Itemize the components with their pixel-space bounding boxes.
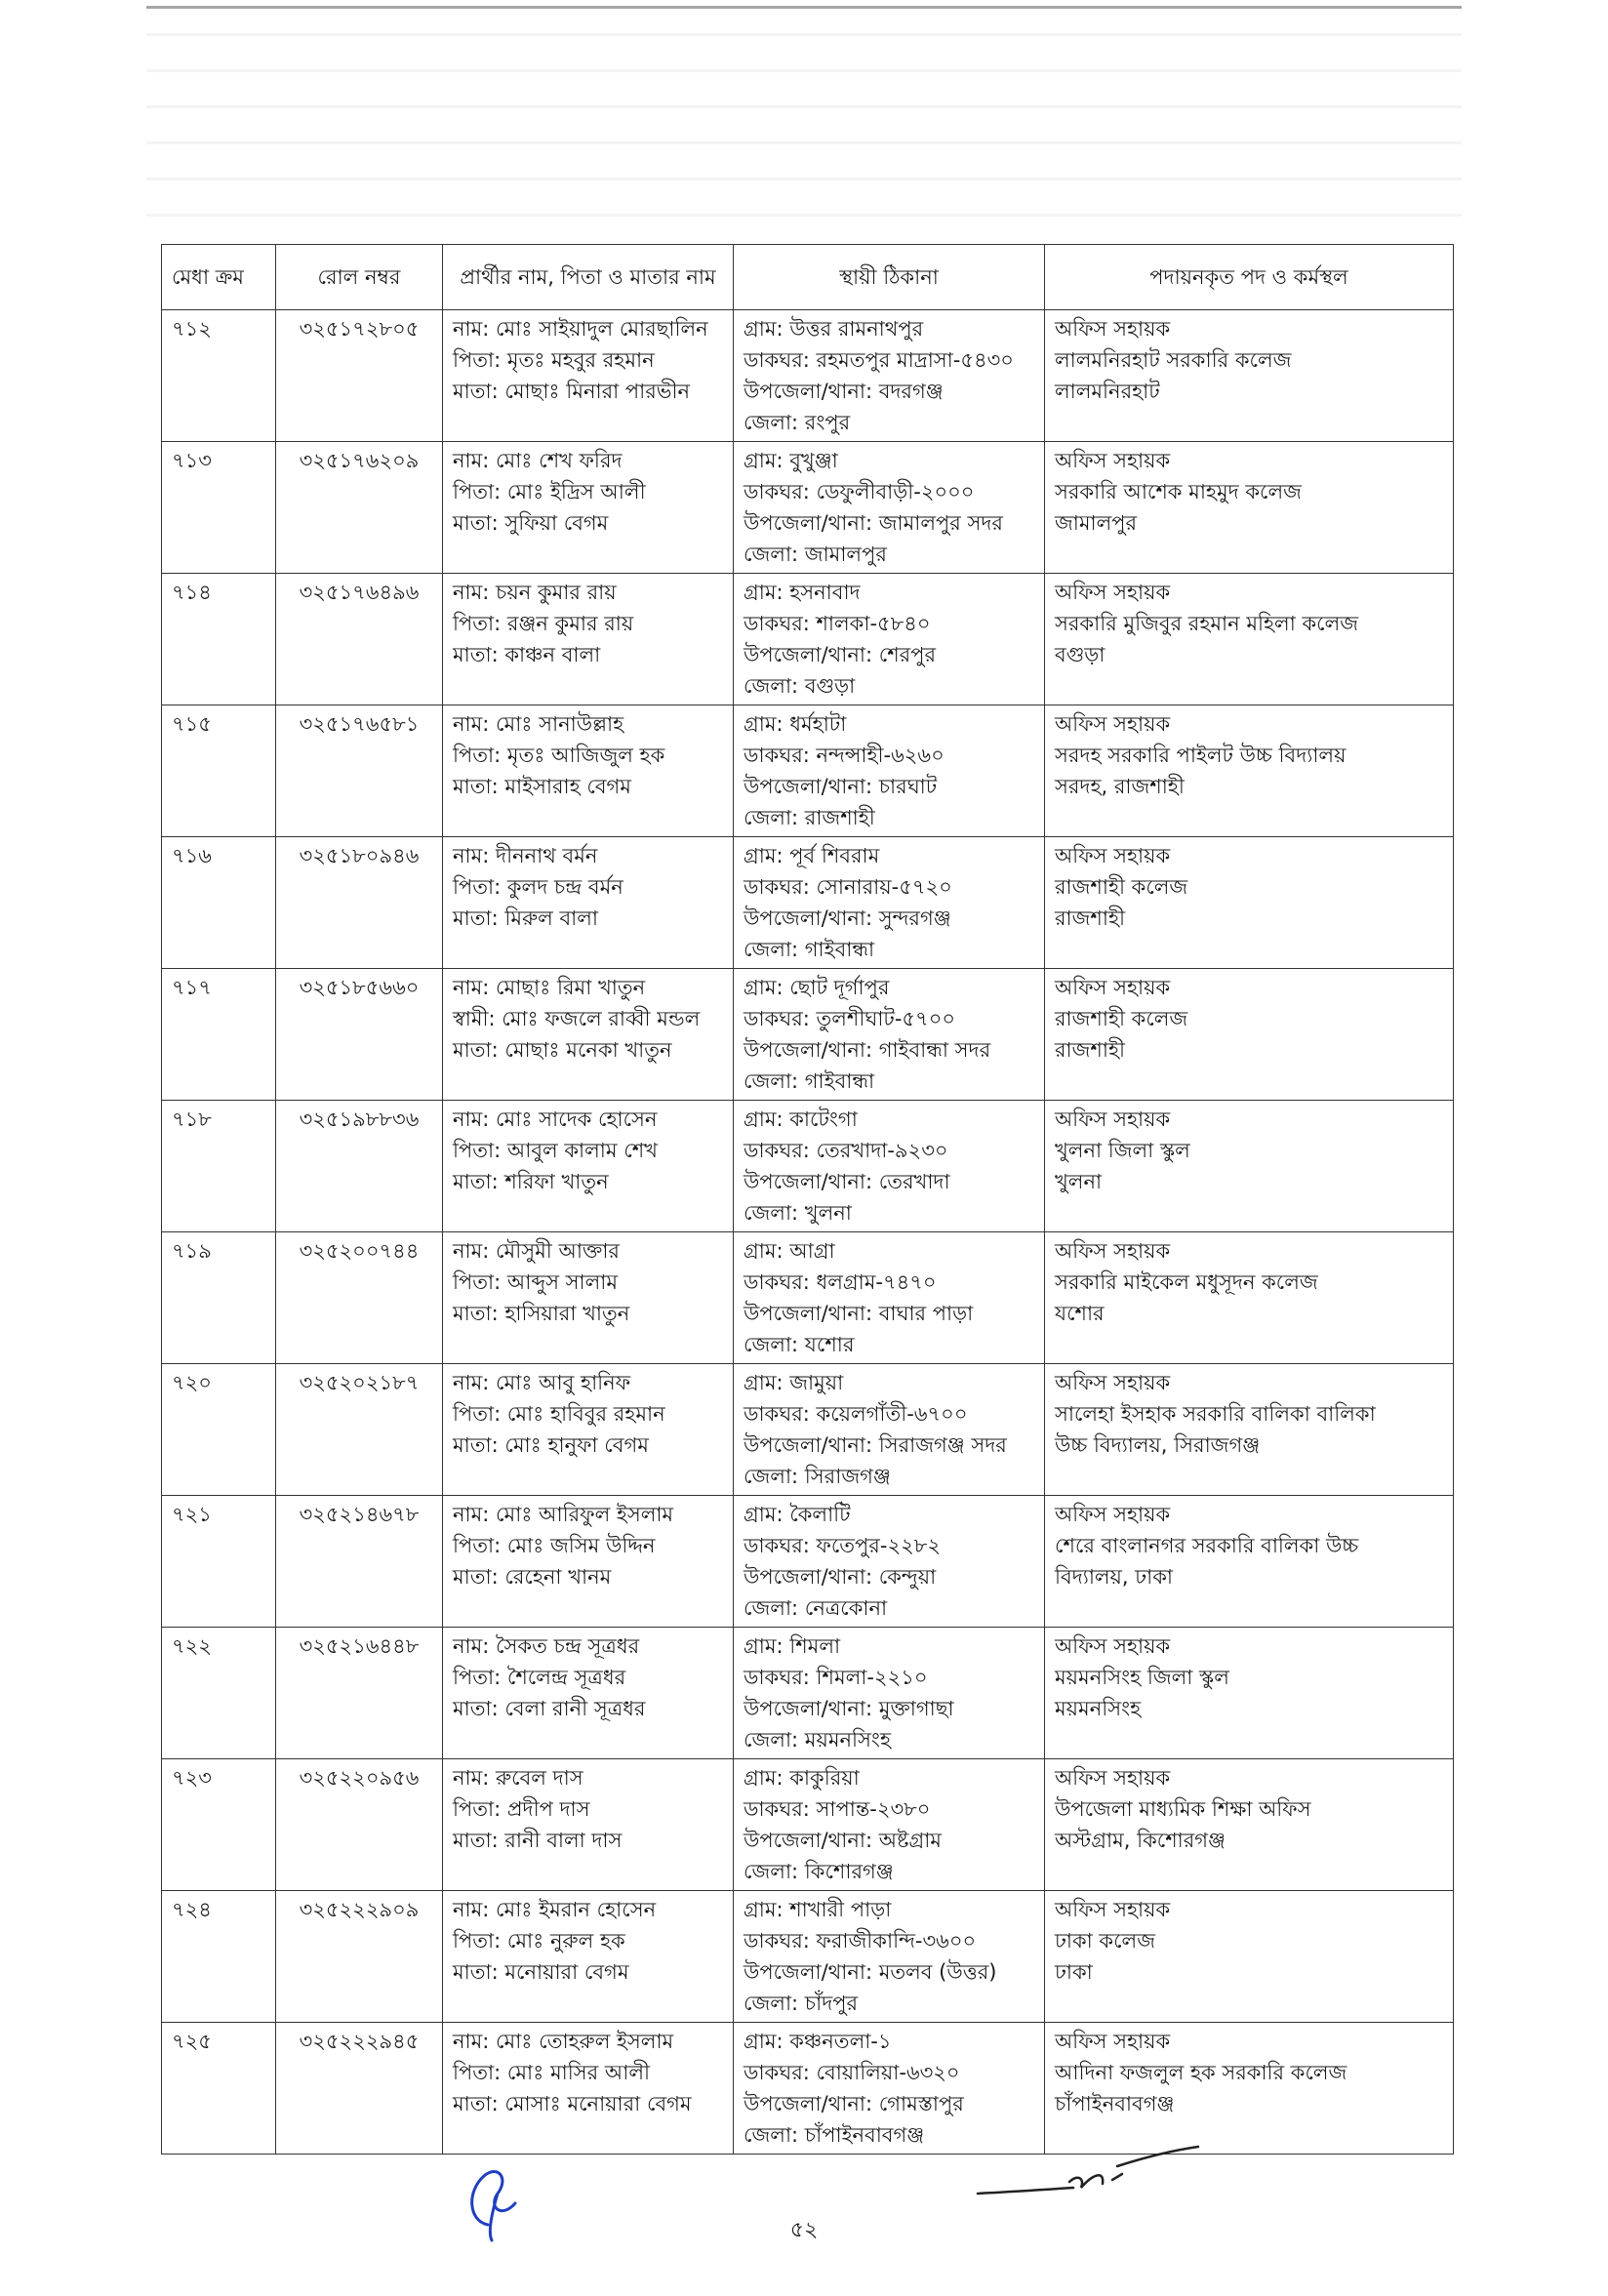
posting-line: অফিস সহায়ক — [1055, 1371, 1171, 1394]
address-line: ডাকঘর: সোনারায়-৫৭২০ — [744, 875, 952, 899]
address-line: গ্রাম: কাটেংগা — [744, 1108, 858, 1131]
address-line: জেলা: রংপুর — [744, 411, 851, 434]
candidate-name-cell — [443, 1628, 734, 1759]
posting-line: অফিস সহায়ক — [1055, 1898, 1171, 1921]
candidate-info-line: নাম: মোঃ সাইয়াদুল মোরছালিন — [453, 317, 708, 341]
candidate-name-cell — [443, 1364, 734, 1496]
address-line: উপজেলা/থানা: সুন্দরগঞ্জ — [744, 906, 951, 930]
address-line: জেলা: বগুড়া — [744, 674, 856, 698]
posting-line: সরকারি মুজিবুর রহমান মহিলা কলেজ — [1055, 612, 1359, 635]
address-line: ডাকঘর: নন্দন্সাহী-৬২৬০ — [744, 744, 945, 767]
address-line: ডাকঘর: তুলশীঘাট-৫৭০০ — [744, 1007, 956, 1030]
candidate-info-line: মাতা: রানী বালা দাস — [453, 1829, 623, 1852]
permanent-address-cell — [734, 705, 1045, 837]
posting-cell — [1045, 705, 1454, 837]
merit-serial-cell: ৭২৪ — [162, 1891, 276, 2023]
candidate-name-cell — [443, 1759, 734, 1891]
posting-line: ময়মনসিংহ জিলা স্কুল — [1055, 1666, 1229, 1689]
candidate-info-line: মাতা: মোঃ হানুফা বেগম — [453, 1433, 649, 1457]
candidate-name-cell — [443, 442, 734, 574]
posting-line: অফিস সহায়ক — [1055, 1503, 1171, 1526]
posting-line: অফিস সহায়ক — [1055, 844, 1171, 867]
posting-cell — [1045, 574, 1454, 705]
candidate-name-cell — [443, 1496, 734, 1628]
candidate-name-cell — [443, 1891, 734, 2023]
posting-line: রাজশাহী — [1055, 906, 1125, 930]
address-line: গ্রাম: উত্তর রামনাথপুর — [744, 317, 924, 341]
address-line: উপজেলা/থানা: মুক্তাগাছা — [744, 1697, 954, 1720]
permanent-address-cell — [734, 1628, 1045, 1759]
posting-line: লালমনিরহাট — [1055, 380, 1160, 403]
address-line: ডাকঘর: শিমলা-২২১০ — [744, 1666, 928, 1689]
roll-number-cell: ৩২৫১৮০৯৪৬ — [276, 837, 443, 969]
candidate-info-line: পিতা: মোঃ ইদ্রিস আলী — [453, 480, 646, 504]
top-edge-line — [146, 6, 1462, 9]
table-row — [162, 705, 1454, 837]
address-line: উপজেলা/থানা: শেরপুর — [744, 643, 937, 666]
permanent-address-cell — [734, 442, 1045, 574]
candidate-name-cell — [443, 1101, 734, 1232]
candidate-info-line: পিতা: মোঃ নুরুল হক — [453, 1929, 625, 1953]
posting-cell — [1045, 310, 1454, 442]
roll-number-cell: ৩২৫২২২৯০৯ — [276, 1891, 443, 2023]
posting-cell — [1045, 1101, 1454, 1232]
candidate-info-line: মাতা: মোসাঃ মনোয়ারা বেগম — [453, 2092, 692, 2115]
candidate-info-line: নাম: মোঃ আরিফুল ইসলাম — [453, 1503, 674, 1526]
address-line: উপজেলা/থানা: বদরগঞ্জ — [744, 380, 944, 403]
posting-line: খুলনা — [1055, 1170, 1103, 1193]
header-serial: মেধা ক্রম — [162, 245, 276, 310]
table-row — [162, 1628, 1454, 1759]
address-line: জেলা: খুলনা — [744, 1201, 852, 1225]
address-line: ডাকঘর: তেরখাদা-৯২৩০ — [744, 1139, 948, 1162]
address-line: ডাকঘর: কয়েলগাঁতী-৬৭০০ — [744, 1402, 968, 1426]
candidate-info-line: পিতা: মোঃ মাসির আলী — [453, 2061, 651, 2084]
address-line: ডাকঘর: রহমতপুর মাদ্রাসা-৫৪৩০ — [744, 348, 1014, 372]
address-line: জেলা: জামালপুর — [744, 543, 887, 566]
address-line: গ্রাম: ছোট দূর্গাপুর — [744, 976, 890, 999]
table-body — [162, 310, 1454, 2155]
merit-serial-cell: ৭১৪ — [162, 574, 276, 705]
candidate-info-line: পিতা: মৃতঃ মহবুর রহমান — [453, 348, 655, 372]
candidate-info-line: নাম: মোঃ আবু হানিফ — [453, 1371, 631, 1394]
header-row — [162, 245, 1454, 310]
posting-line: অফিস সহায়ক — [1055, 976, 1171, 999]
posting-line: অফিস সহায়ক — [1055, 581, 1171, 604]
candidate-name-cell — [443, 2023, 734, 2155]
candidate-info-line: মাতা: বেলা রানী সূত্রধর — [453, 1697, 646, 1720]
posting-line: লালমনিরহাট সরকারি কলেজ — [1055, 348, 1292, 372]
candidate-info-line: মাতা: মনোয়ারা বেগম — [453, 1960, 629, 1984]
posting-line: ঢাকা কলেজ — [1055, 1929, 1155, 1953]
posting-line: উপজেলা মাধ্যমিক শিক্ষা অফিস — [1055, 1797, 1311, 1821]
address-line: জেলা: চাঁপাইনবাবগঞ্জ — [744, 2123, 925, 2147]
posting-line: উচ্চ বিদ্যালয়, সিরাজগঞ্জ — [1055, 1433, 1261, 1457]
merit-serial-cell: ৭১৫ — [162, 705, 276, 837]
posting-line: অস্টগ্রাম, কিশোরগঞ্জ — [1055, 1829, 1226, 1852]
candidate-info-line: নাম: চয়ন কুমার রায় — [453, 581, 617, 604]
signature-right-icon — [976, 2145, 1200, 2213]
roll-number-cell: ৩২৫১৭৬৫৮১ — [276, 705, 443, 837]
permanent-address-cell — [734, 2023, 1045, 2155]
posting-line: অফিস সহায়ক — [1055, 449, 1171, 472]
table-row — [162, 1891, 1454, 2023]
posting-line: সরকারি আশেক মাহমুদ কলেজ — [1055, 480, 1302, 504]
address-line: গ্রাম: আগ্রা — [744, 1239, 835, 1263]
merit-serial-cell: ৭১৮ — [162, 1101, 276, 1232]
candidate-info-line: পিতা: আব্দুস সালাম — [453, 1270, 619, 1294]
candidate-info-line: নাম: মোঃ সানাউল্লাহ — [453, 712, 624, 736]
posting-cell — [1045, 1364, 1454, 1496]
candidate-info-line: নাম: মোঃ ইমরান হোসেন — [453, 1898, 657, 1921]
posting-line: রাজশাহী — [1055, 1038, 1125, 1062]
posting-line: আদিনা ফজলুল হক সরকারি কলেজ — [1055, 2061, 1347, 2084]
address-line: উপজেলা/থানা: জামালপুর সদর — [744, 511, 1003, 535]
candidate-info-line: মাতা: মোছাঃ মিনারা পারভীন — [453, 380, 690, 403]
address-line: গ্রাম: কৈলাটি — [744, 1503, 851, 1526]
address-line: উপজেলা/থানা: অষ্টগ্রাম — [744, 1829, 942, 1852]
address-line: জেলা: কিশোরগঞ্জ — [744, 1860, 894, 1883]
permanent-address-cell — [734, 1759, 1045, 1891]
posting-line: অফিস সহায়ক — [1055, 317, 1171, 341]
roll-number-cell: ৩২৫১৭২৮০৫ — [276, 310, 443, 442]
address-line: ডাকঘর: বোয়ালিয়া-৬৩২০ — [744, 2061, 960, 2084]
address-line: জেলা: গাইবান্ধা — [744, 938, 875, 961]
roll-number-cell: ৩২৫২০২১৮৭ — [276, 1364, 443, 1496]
candidate-info-line: পিতা: প্রদীপ দাস — [453, 1797, 590, 1821]
posting-cell — [1045, 1628, 1454, 1759]
address-line: গ্রাম: শাখারী পাড়া — [744, 1898, 892, 1921]
merit-serial-cell: ৭১৯ — [162, 1232, 276, 1364]
candidate-info-line: পিতা: কুলদ চন্দ্র বর্মন — [453, 875, 623, 899]
address-line: গ্রাম: ধর্মহাটা — [744, 712, 847, 736]
permanent-address-cell — [734, 1364, 1045, 1496]
address-line: উপজেলা/থানা: কেন্দুয়া — [744, 1565, 937, 1589]
candidate-name-cell — [443, 837, 734, 969]
address-line: উপজেলা/থানা: সিরাজগঞ্জ সদর — [744, 1433, 1007, 1457]
address-line: উপজেলা/থানা: গোমস্তাপুর — [744, 2092, 964, 2115]
header-posting: পদায়নকৃত পদ ও কর্মস্থল — [1045, 245, 1454, 310]
candidate-info-line: মাতা: রেহেনা খানম — [453, 1565, 612, 1589]
table-row — [162, 442, 1454, 574]
roll-number-cell: ৩২৫২১৬৪৪৮ — [276, 1628, 443, 1759]
candidate-info-line: মাতা: মাইসারাহ বেগম — [453, 775, 631, 798]
posting-line: রাজশাহী কলেজ — [1055, 875, 1188, 899]
roll-number-cell: ৩২৫২০০৭৪৪ — [276, 1232, 443, 1364]
address-line: গ্রাম: বুখুঞ্জা — [744, 449, 838, 472]
candidate-info-line: মাতা: মিরুল বালা — [453, 906, 598, 930]
permanent-address-cell — [734, 1101, 1045, 1232]
posting-line: অফিস সহায়ক — [1055, 1766, 1171, 1790]
roll-number-cell: ৩২৫২২০৯৫৬ — [276, 1759, 443, 1891]
address-line: ডাকঘর: সাপান্ত-২৩৮০ — [744, 1797, 931, 1821]
merit-serial-cell: ৭২২ — [162, 1628, 276, 1759]
merit-serial-cell: ৭২১ — [162, 1496, 276, 1628]
candidate-info-line: মাতা: কাঞ্চন বালা — [453, 643, 601, 666]
address-line: জেলা: চাঁদপুর — [744, 1992, 859, 2015]
posting-line: সালেহা ইসহাক সরকারি বালিকা বালিকা — [1055, 1402, 1376, 1426]
candidate-info-line: নাম: মোঃ শেখ ফরিদ — [453, 449, 623, 472]
posting-line: ময়মনসিংহ — [1055, 1697, 1142, 1720]
posting-cell — [1045, 442, 1454, 574]
merit-serial-cell: ৭১৭ — [162, 969, 276, 1101]
posting-line: অফিস সহায়ক — [1055, 1634, 1171, 1658]
address-line: গ্রাম: শিমলা — [744, 1634, 841, 1658]
address-line: উপজেলা/থানা: বাঘার পাড়া — [744, 1302, 974, 1325]
address-line: উপজেলা/থানা: গাইবান্ধা সদর — [744, 1038, 991, 1062]
address-line: জেলা: গাইবান্ধা — [744, 1069, 875, 1093]
candidate-info-line: পিতা: শৈলেন্দ্র সূত্রধর — [453, 1666, 626, 1689]
merit-serial-cell: ৭২৫ — [162, 2023, 276, 2155]
table-row — [162, 1364, 1454, 1496]
candidate-info-line: নাম: মোঃ সাদেক হোসেন — [453, 1108, 658, 1131]
candidate-info-line: পিতা: মোঃ হাবিবুর রহমান — [453, 1402, 665, 1426]
candidate-table — [161, 244, 1454, 2155]
bleed-through-background — [146, 0, 1462, 234]
candidate-info-line: স্বামী: মোঃ ফজলে রাব্বী মন্ডল — [453, 1007, 701, 1030]
address-line: জেলা: যশোর — [744, 1333, 855, 1356]
address-line: উপজেলা/থানা: চারঘাট — [744, 775, 938, 798]
address-line: ডাকঘর: ফরাজীকান্দি-৩৬০০ — [744, 1929, 977, 1953]
table-row — [162, 1496, 1454, 1628]
posting-cell — [1045, 1891, 1454, 2023]
candidate-info-line: নাম: দীননাথ বর্মন — [453, 844, 598, 867]
header-roll: রোল নম্বর — [276, 245, 443, 310]
address-line: উপজেলা/থানা: মতলব (উত্তর) — [744, 1960, 997, 1984]
candidate-info-line: নাম: মোছাঃ রিমা খাতুন — [453, 976, 646, 999]
posting-line: খুলনা জিলা স্কুল — [1055, 1139, 1190, 1162]
posting-cell — [1045, 2023, 1454, 2155]
posting-line: যশোর — [1055, 1302, 1105, 1325]
roll-number-cell: ৩২৫২১৪৬৭৮ — [276, 1496, 443, 1628]
address-line: গ্রাম: হসনাবাদ — [744, 581, 861, 604]
permanent-address-cell — [734, 969, 1045, 1101]
posting-cell — [1045, 969, 1454, 1101]
posting-line: চাঁপাইনবাবগঞ্জ — [1055, 2092, 1175, 2115]
posting-line: অফিস সহায়ক — [1055, 1108, 1171, 1131]
candidate-name-cell — [443, 310, 734, 442]
address-line: ডাকঘর: ফতেপুর-২২৮২ — [744, 1534, 942, 1557]
permanent-address-cell — [734, 837, 1045, 969]
posting-line: সরদহ, রাজশাহী — [1055, 775, 1185, 798]
permanent-address-cell — [734, 310, 1045, 442]
posting-line: সরকারি মাইকেল মধুসূদন কলেজ — [1055, 1270, 1318, 1294]
table-row — [162, 969, 1454, 1101]
candidate-info-line: নাম: মোঃ তোহরুল ইসলাম — [453, 2030, 674, 2053]
table-row — [162, 1101, 1454, 1232]
header-address: স্থায়ী ঠিকানা — [734, 245, 1045, 310]
permanent-address-cell — [734, 1891, 1045, 2023]
posting-cell — [1045, 837, 1454, 969]
permanent-address-cell — [734, 574, 1045, 705]
address-line: গ্রাম: কাকুরিয়া — [744, 1766, 860, 1790]
posting-line: জামালপুর — [1055, 511, 1138, 535]
table-row — [162, 1232, 1454, 1364]
candidate-name-cell — [443, 1232, 734, 1364]
address-line: জেলা: ময়মনসিংহ — [744, 1728, 891, 1752]
candidate-name-cell — [443, 969, 734, 1101]
candidate-info-line: নাম: মৌসুমী আক্তার — [453, 1239, 620, 1263]
address-line: ডাকঘর: ডেফুলীবাড়ী-২০০০ — [744, 480, 975, 504]
merit-serial-cell: ৭১৩ — [162, 442, 276, 574]
posting-line: সরদহ সরকারি পাইলট উচ্চ বিদ্যালয় — [1055, 744, 1347, 767]
address-line: ডাকঘর: শালকা-৫৮৪০ — [744, 612, 931, 635]
candidate-info-line: পিতা: মৃতঃ আজিজুল হক — [453, 744, 665, 767]
address-line: গ্রাম: কঞ্চনতলা-১ — [744, 2030, 892, 2053]
candidate-name-cell — [443, 574, 734, 705]
candidate-info-line: মাতা: মোছাঃ মনেকা খাতুন — [453, 1038, 672, 1062]
address-line: জেলা: নেত্রকোনা — [744, 1596, 888, 1620]
address-line: জেলা: রাজশাহী — [744, 806, 875, 829]
candidate-info-line: মাতা: সুফিয়া বেগম — [453, 511, 609, 535]
roll-number-cell: ৩২৫১৮৫৬৬০ — [276, 969, 443, 1101]
posting-cell — [1045, 1759, 1454, 1891]
posting-line: শেরে বাংলানগর সরকারি বালিকা উচ্চ — [1055, 1534, 1359, 1557]
roll-number-cell: ৩২৫১৭৬৪৯৬ — [276, 574, 443, 705]
permanent-address-cell — [734, 1496, 1045, 1628]
roll-number-cell: ৩২৫১৭৬২০৯ — [276, 442, 443, 574]
address-line: গ্রাম: জামুয়া — [744, 1371, 844, 1394]
posting-line: অফিস সহায়ক — [1055, 1239, 1171, 1263]
table-row — [162, 1759, 1454, 1891]
posting-line: অফিস সহায়ক — [1055, 712, 1171, 736]
page-number: ৫২ — [789, 2218, 819, 2242]
roll-number-cell: ৩২৫২২২৯৪৫ — [276, 2023, 443, 2155]
posting-line: বিদ্যালয়, ঢাকা — [1055, 1565, 1174, 1589]
table-row — [162, 837, 1454, 969]
candidate-info-line: পিতা: মোঃ জসিম উদ্দিন — [453, 1534, 656, 1557]
candidate-info-line: মাতা: হাসিয়ারা খাতুন — [453, 1302, 630, 1325]
candidate-info-line: মাতা: শরিফা খাতুন — [453, 1170, 609, 1193]
permanent-address-cell — [734, 1232, 1045, 1364]
candidate-info-line: পিতা: আবুল কালাম শেখ — [453, 1139, 658, 1162]
address-line: জেলা: সিরাজগঞ্জ — [744, 1465, 891, 1488]
posting-line: বগুড়া — [1055, 643, 1106, 666]
address-line: ডাকঘর: ধলগ্রাম-৭৪৭০ — [744, 1270, 937, 1294]
table-row — [162, 2023, 1454, 2155]
candidate-name-cell — [443, 705, 734, 837]
table-row — [162, 310, 1454, 442]
candidate-info-line: নাম: রুবেল দাস — [453, 1766, 583, 1790]
posting-line: অফিস সহায়ক — [1055, 2030, 1171, 2053]
posting-cell — [1045, 1496, 1454, 1628]
candidate-info-line: নাম: সৈকত চন্দ্র সূত্রধর — [453, 1634, 640, 1658]
merit-serial-cell: ৭২০ — [162, 1364, 276, 1496]
address-line: উপজেলা/থানা: তেরখাদা — [744, 1170, 950, 1193]
header-name: প্রার্থীর নাম, পিতা ও মাতার নাম — [443, 245, 734, 310]
candidate-info-line: পিতা: রঞ্জন কুমার রায় — [453, 612, 634, 635]
merit-serial-cell: ৭২৩ — [162, 1759, 276, 1891]
merit-serial-cell: ৭১৬ — [162, 837, 276, 969]
merit-serial-cell: ৭১২ — [162, 310, 276, 442]
posting-cell — [1045, 1232, 1454, 1364]
roll-number-cell: ৩২৫১৯৮৮৩৬ — [276, 1101, 443, 1232]
posting-line: রাজশাহী কলেজ — [1055, 1007, 1188, 1030]
posting-line: ঢাকা — [1055, 1960, 1093, 1984]
table-row — [162, 574, 1454, 705]
address-line: গ্রাম: পূর্ব শিবরাম — [744, 844, 880, 867]
